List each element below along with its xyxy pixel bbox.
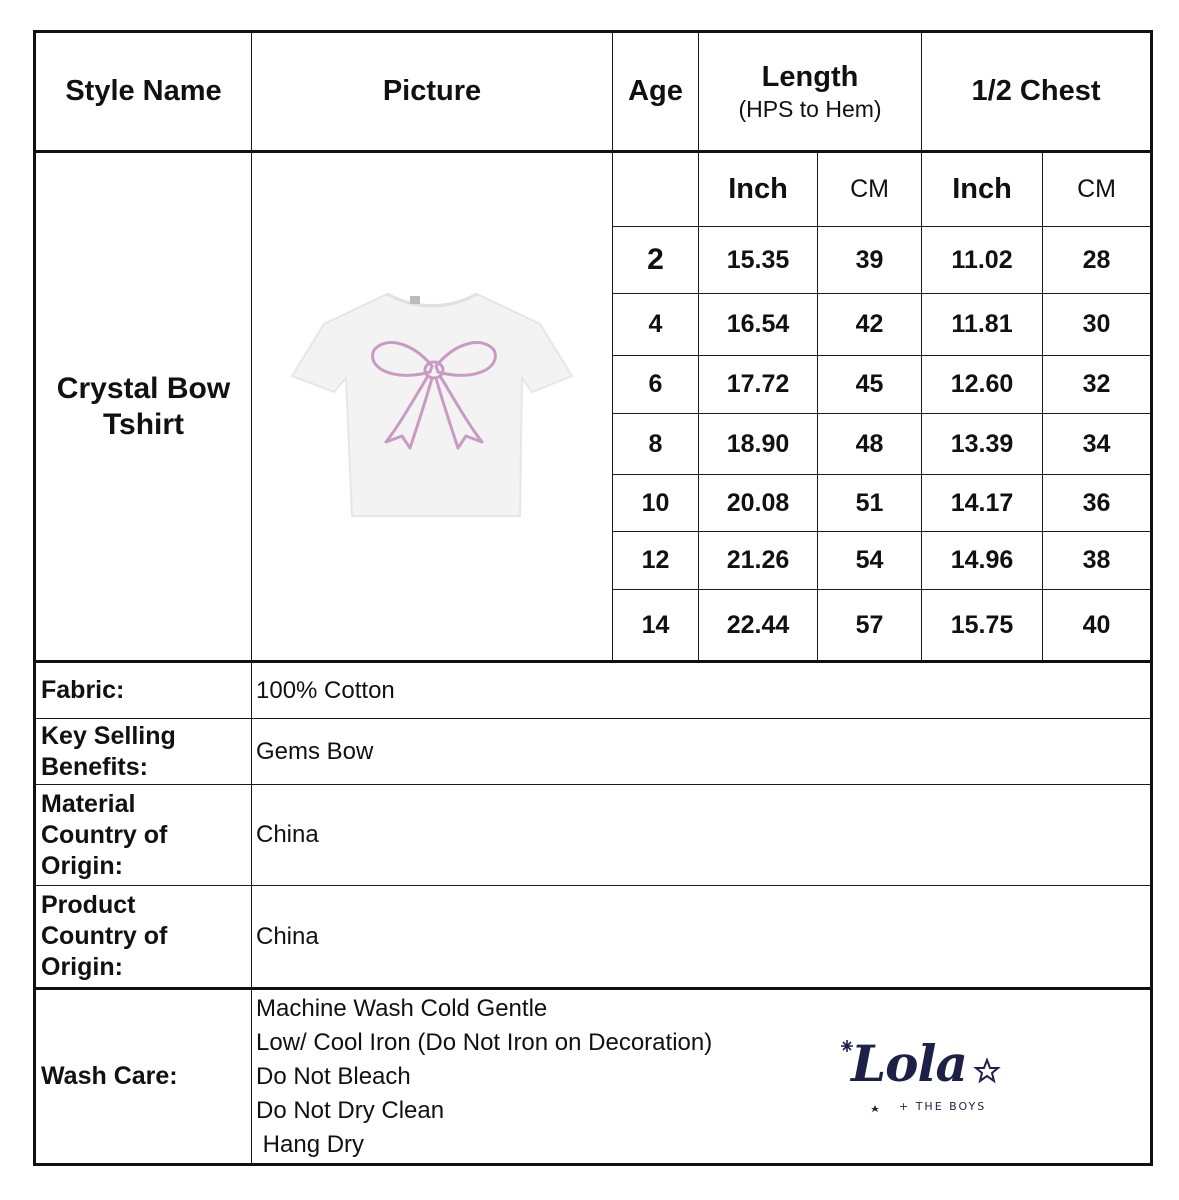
chest-inch-cell: 11.81 — [922, 294, 1043, 356]
chest-cm-cell: 38 — [1043, 532, 1152, 590]
chest-inch-cell: 12.60 — [922, 356, 1043, 414]
style-name: Crystal Bow Tshirt — [56, 371, 231, 441]
chest-inch-cell: 14.96 — [922, 532, 1043, 590]
age-cell: 8 — [613, 414, 699, 475]
label-line: Country of — [41, 820, 168, 849]
chest-cm-cell: 28 — [1043, 227, 1152, 294]
fabric-row — [35, 662, 1152, 719]
product-image — [252, 284, 612, 529]
label-line: Product — [41, 891, 136, 919]
wash-care-label: Wash Care: — [35, 989, 252, 1165]
label-line: Key Selling — [41, 721, 176, 750]
logo-subtext: + THE BOYS — [899, 1100, 987, 1113]
length-cm-cell: 42 — [818, 294, 922, 356]
chest-cm-cell: 30 — [1043, 294, 1152, 356]
length-cm-cell: 54 — [818, 532, 922, 590]
tshirt-with-bow-icon — [282, 284, 582, 529]
header-picture: Picture — [252, 32, 613, 152]
logo-text: Lola — [851, 1034, 967, 1093]
header-length-sub: (HPS to Hem) — [738, 95, 882, 122]
length-inch-unit: Inch — [699, 152, 818, 227]
product-origin-label — [35, 886, 252, 989]
style-name-cell — [35, 152, 252, 662]
size-spec-table — [33, 30, 1153, 1166]
length-cm-cell: 39 — [818, 227, 922, 294]
length-inch-cell: 18.90 — [699, 414, 818, 475]
brand-logo — [837, 1030, 1007, 1120]
chest-inch-unit: Inch — [922, 152, 1043, 227]
product-origin-value: China — [252, 886, 1152, 989]
label-line: Country of — [41, 922, 168, 950]
wash-care-line: Do Not Dry Clean — [256, 1096, 445, 1124]
label-line: Origin: — [41, 851, 123, 880]
header-length-title: Length — [761, 60, 859, 93]
header-age: Age — [613, 32, 699, 152]
wash-care-line: Machine Wash Cold Gentle — [256, 994, 548, 1022]
chest-cm-unit: CM — [1043, 152, 1152, 227]
age-cell: 6 — [613, 356, 699, 414]
age-cell: 2 — [613, 227, 699, 294]
wash-care-line: Low/ Cool Iron (Do Not Iron on Decoration) — [256, 1028, 713, 1056]
product-origin-row — [35, 886, 1152, 989]
material-origin-value: China — [252, 785, 1152, 886]
chest-inch-cell: 15.75 — [922, 590, 1043, 662]
length-cm-cell: 51 — [818, 475, 922, 532]
wash-care-row — [35, 989, 1152, 1165]
material-origin-label — [35, 785, 252, 886]
star-outline-icon — [976, 1060, 998, 1081]
age-cell: 4 — [613, 294, 699, 356]
wash-care-line: Hang Dry — [256, 1130, 365, 1158]
age-cell: 14 — [613, 590, 699, 662]
length-inch-cell: 16.54 — [699, 294, 818, 356]
key-selling-label — [35, 719, 252, 785]
label-line: Origin: — [41, 953, 123, 981]
length-cm-cell: 48 — [818, 414, 922, 475]
length-inch-cell: 15.35 — [699, 227, 818, 294]
fabric-label: Fabric: — [35, 662, 252, 719]
age-cell: 10 — [613, 475, 699, 532]
wash-care-list — [256, 992, 1150, 1162]
header-length — [699, 32, 922, 152]
length-cm-cell: 45 — [818, 356, 922, 414]
age-cell: 12 — [613, 532, 699, 590]
length-inch-cell: 22.44 — [699, 590, 818, 662]
header-row — [35, 32, 1152, 152]
chest-cm-cell: 36 — [1043, 475, 1152, 532]
chest-inch-cell: 11.02 — [922, 227, 1043, 294]
chest-cm-cell: 32 — [1043, 356, 1152, 414]
units-age-blank — [613, 152, 699, 227]
wash-care-line: Do Not Bleach — [256, 1062, 411, 1090]
key-selling-value: Gems Bow — [252, 719, 1152, 785]
material-origin-row — [35, 785, 1152, 886]
chest-inch-cell: 13.39 — [922, 414, 1043, 475]
length-inch-cell: 17.72 — [699, 356, 818, 414]
key-selling-row — [35, 719, 1152, 785]
wash-care-value — [252, 989, 1152, 1165]
small-star-icon — [871, 1105, 879, 1112]
fabric-value: 100% Cotton — [252, 662, 1152, 719]
length-cm-cell: 57 — [818, 590, 922, 662]
picture-cell — [252, 152, 613, 662]
length-cm-unit: CM — [818, 152, 922, 227]
header-style-name: Style Name — [35, 32, 252, 152]
chest-cm-cell: 34 — [1043, 414, 1152, 475]
header-half-chest: 1/2 Chest — [922, 32, 1152, 152]
chest-inch-cell: 14.17 — [922, 475, 1043, 532]
chest-cm-cell: 40 — [1043, 590, 1152, 662]
label-line: Benefits: — [41, 752, 148, 781]
length-inch-cell: 21.26 — [699, 532, 818, 590]
length-inch-cell: 20.08 — [699, 475, 818, 532]
units-row — [35, 152, 1152, 227]
label-line: Material — [41, 789, 136, 818]
